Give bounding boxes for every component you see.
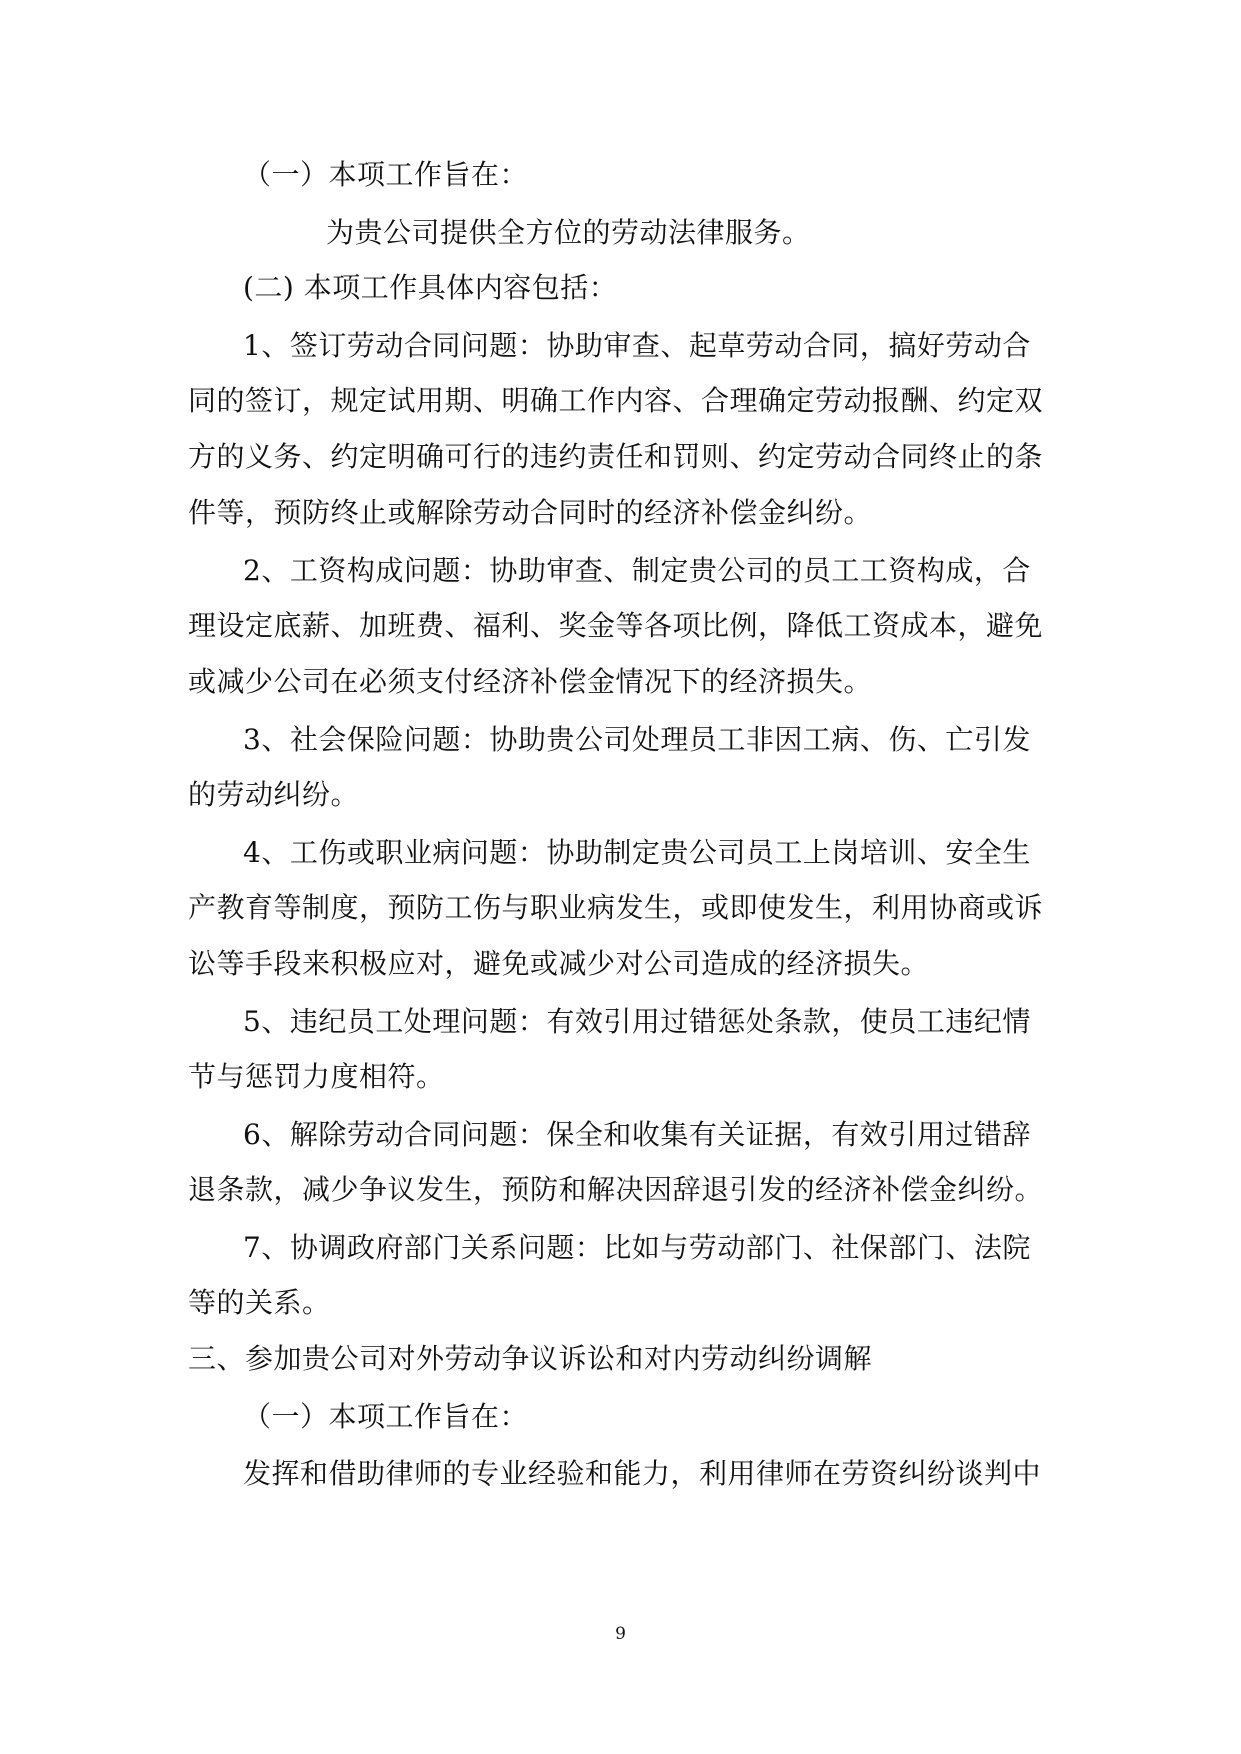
list-item-line: 7、协调政府部门关系问题：比如与劳动部门、社保部门、法院 — [243, 1231, 1031, 1264]
paragraph-line: 的劳动纠纷。 — [188, 778, 360, 811]
paragraph-line: 等的关系。 — [188, 1286, 331, 1319]
paragraph-line: 退条款，减少争议发生，预防和解决因辞退引发的经济补偿金纠纷。 — [188, 1173, 1044, 1206]
list-item-line: 4、工伤或职业病问题：协助制定贵公司员工上岗培训、安全生 — [243, 836, 1031, 869]
section-subheading: (二) 本项工作具体内容包括： — [243, 271, 618, 304]
section-heading: 三、参加贵公司对外劳动争议诉讼和对内劳动纠纷调解 — [188, 1342, 873, 1375]
section-subheading: （一）本项工作旨在： — [243, 158, 529, 191]
page-number: 9 — [615, 1624, 626, 1644]
list-item-line: 1、签订劳动合同问题：协助审查、起草劳动合同，搞好劳动合 — [243, 329, 1031, 362]
paragraph-line: 件等，预防终止或解除劳动合同时的经济补偿金纠纷。 — [188, 496, 873, 529]
list-item-line: 3、社会保险问题：协助贵公司处理员工非因工病、伤、亡引发 — [243, 723, 1031, 756]
paragraph-line: 产教育等制度，预防工伤与职业病发生，或即使发生，利用协商或诉 — [188, 891, 1044, 924]
paragraph-line: 节与惩罚力度相符。 — [188, 1060, 445, 1093]
paragraph-line: 同的签订，规定试用期、明确工作内容、合理确定劳动报酬、约定双 — [188, 384, 1044, 417]
list-item-line: 5、违纪员工处理问题：有效引用过错惩处条款，使员工违纪情 — [243, 1005, 1031, 1038]
paragraph-line: 或减少公司在必须支付经济补偿金情况下的经济损失。 — [188, 665, 873, 698]
list-item-line: 6、解除劳动合同问题：保全和收集有关证据，有效引用过错辞 — [243, 1118, 1031, 1151]
section-subheading: （一）本项工作旨在： — [243, 1400, 529, 1433]
paragraph-line: 讼等手段来积极应对，避免或减少对公司造成的经济损失。 — [188, 947, 930, 980]
list-item-line: 2、工资构成问题：协助审查、制定贵公司的员工工资构成，合 — [243, 554, 1031, 587]
paragraph-line: 方的义务、约定明确可行的违约责任和罚则、约定劳动合同终止的条 — [188, 440, 1044, 473]
paragraph-line: 理设定底薪、加班费、福利、奖金等各项比例，降低工资成本，避免 — [188, 609, 1044, 642]
paragraph-line: 为贵公司提供全方位的劳动法律服务。 — [326, 216, 811, 249]
paragraph-line: 发挥和借助律师的专业经验和能力，利用律师在劳资纠纷谈判中 — [243, 1457, 1042, 1490]
